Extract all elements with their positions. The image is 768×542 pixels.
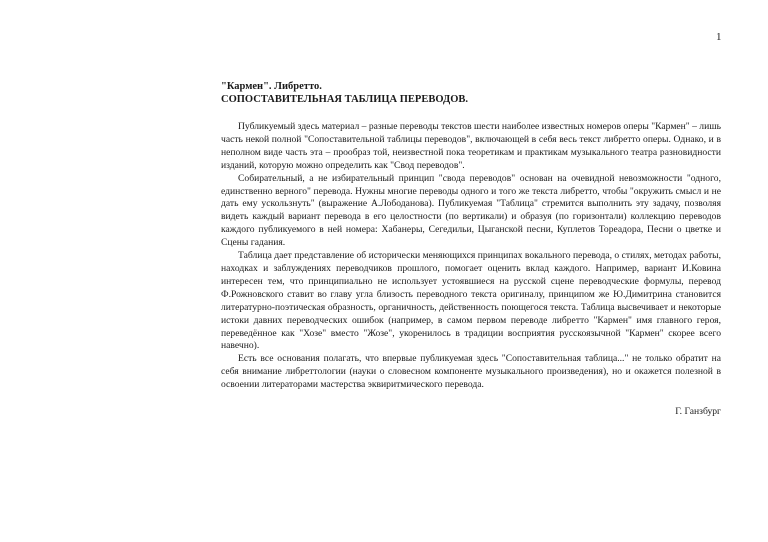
paragraph: Публикуемый здесь материал – разные переводы текстов шести наиболее известных номеров оперы "Кармен" – лишь часть некой полной "Сопоставительной таблицы переводов", включающей в себя весь текст либретто оперы. Однако, и в неполном виде часть эта – прообраз той, неизвестной пока теоретикам и практикам музыкального театра разновидности изданий, которую можно определить как "Свод переводов". [221, 121, 721, 171]
paragraph: Собирательный, а не избирательный принцип "свода переводов" основан на очевидной невозможности "одного, единственно верного" перевода. Нужны многие переводы одного и того же текста либретто, чтобы "окружить смысл и не дать ему ускользнуть" (выражение А.Лободанова). Публикуемая "Таблица" стремится выполнить эту задачу, позволяя видеть каждый вариант перевода в его целостности (по вертикали) и образуя (по горизонтали) коллекцию переводов каждого публикуемого в ней номера: Хабанеры, Сегедильи, Цыганской песни, Куплетов Тореадора, Песни о цветке и Сцены гадания. [221, 172, 721, 249]
author-signature: Г. Ганзбург [675, 406, 721, 418]
document-subtitle: СОПОСТАВИТЕЛЬНАЯ ТАБЛИЦА ПЕРЕВОДОВ. [221, 94, 468, 105]
document-title: "Кармен". Либретто. [221, 81, 322, 92]
document-body [221, 80, 721, 418]
paragraph: Есть все основания полагать, что впервые публикуемая здесь "Сопоставительная таблица..." не только обратит на себя внимание либреттологии (науки о словесном компоненте музыкального произведения), но и окажется полезной в освоении литераторами мастерства эквиритмического перевода. [221, 353, 721, 391]
page-number: 1 [716, 31, 722, 43]
paragraph: Таблица дает представление об исторически меняющихся принципах вокального перевода, о стилях, методах работы, находках и заблуждениях переводчиков прошлого, помогает оценить вклад каждого. Например, вариант И.Ковина интересен тем, что принципиально не использует устоявшиеся на русской сцене переводческие формулы, перевод Ф.Рожновского ставит во главу угла близость переводного текста оригиналу, принципом же Ю.Димитрина становится литературно-поэтическая образность, органичность, действенность поющегося текста. Таблица высвечивает и некоторые истоки давних переводческих ошибок (например, в самом первом переводе либретто "Кармен" имя главного героя, переведённое как "Хозе" вместо "Жозе", укоренилось в традиции восприятия русскоязычной "Кармен" скорее всего навечно). [221, 250, 721, 352]
